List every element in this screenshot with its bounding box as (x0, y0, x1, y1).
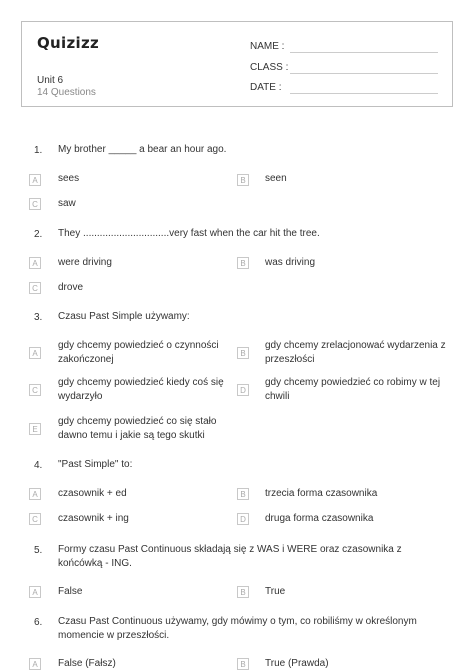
question-number: 5. (34, 545, 43, 556)
question-number: 3. (34, 312, 43, 323)
option-checkbox[interactable]: A (29, 488, 41, 500)
option-text: gdy chcemy powiedzieć o czynności zakończonej (58, 340, 219, 365)
option-text: czasownik + ed (58, 488, 127, 499)
option-text: True (265, 586, 286, 597)
date-field[interactable] (290, 93, 438, 94)
name-label: NAME : (250, 41, 285, 52)
option-text: czasownik + ing (58, 513, 129, 524)
option-text: gdy chcemy powiedzieć co się stało dawno temu i jakie są tego skutki (58, 416, 217, 441)
option-text: sees (58, 173, 80, 184)
option-text: False (Fałsz) (58, 658, 116, 669)
name-field[interactable] (290, 52, 438, 53)
option-checkbox[interactable]: A (29, 257, 41, 269)
option-checkbox[interactable]: C (29, 513, 41, 525)
option-text: drove (58, 282, 84, 293)
option-text: True (Prawda) (265, 658, 329, 669)
question-number: 4. (34, 460, 43, 471)
option-checkbox[interactable]: B (237, 488, 249, 500)
question-count: 14 Questions (37, 87, 96, 98)
option-checkbox[interactable]: B (237, 586, 249, 598)
question-text: They ...............................very fast when the car hit the tree. (58, 228, 320, 239)
option-text: seen (265, 173, 287, 184)
option-text: saw (58, 198, 76, 209)
option-text: gdy chcemy powiedzieć co robimy w tej chwili (265, 377, 441, 402)
option-checkbox[interactable]: B (237, 174, 249, 186)
question-text: Czasu Past Continuous używamy, gdy mówimy o tym, co robiliśmy w określonym momencie w przeszłości. (58, 616, 417, 641)
question-text: "Past Simple" to: (58, 459, 133, 470)
option-checkbox[interactable]: D (237, 384, 249, 396)
option-checkbox[interactable]: E (29, 423, 41, 435)
question-text: My brother _____ a bear an hour ago. (58, 144, 227, 155)
question-number: 2. (34, 229, 43, 240)
option-text: gdy chcemy zrelacjonować wydarzenia z przeszłości (265, 340, 446, 365)
question-number: 1. (34, 145, 43, 156)
option-checkbox[interactable]: B (237, 257, 249, 269)
question-number: 6. (34, 617, 43, 628)
class-label: CLASS : (250, 62, 289, 73)
question-text: Formy czasu Past Continuous składają się z WAS i WERE oraz czasownika z końcówką - ING. (58, 544, 402, 569)
option-text: False (58, 586, 83, 597)
unit-title: Unit 6 (37, 75, 64, 86)
option-checkbox[interactable]: C (29, 282, 41, 294)
option-text: was driving (265, 257, 316, 268)
option-text: were driving (58, 257, 112, 268)
question-text: Czasu Past Simple używamy: (58, 311, 190, 322)
option-checkbox[interactable]: B (237, 658, 249, 670)
option-text: druga forma czasownika (265, 513, 374, 524)
option-text: gdy chcemy powiedzieć kiedy coś się wydarzyło (58, 377, 224, 402)
option-checkbox[interactable]: C (29, 198, 41, 210)
option-checkbox[interactable]: A (29, 658, 41, 670)
date-label: DATE : (250, 82, 282, 93)
option-text: trzecia forma czasownika (265, 488, 378, 499)
option-checkbox[interactable]: A (29, 174, 41, 186)
option-checkbox[interactable]: A (29, 347, 41, 359)
quizizz-logo: Quizizz (37, 34, 100, 52)
option-checkbox[interactable]: B (237, 347, 249, 359)
option-checkbox[interactable]: D (237, 513, 249, 525)
option-checkbox[interactable]: A (29, 586, 41, 598)
class-field[interactable] (290, 73, 438, 74)
option-checkbox[interactable]: C (29, 384, 41, 396)
